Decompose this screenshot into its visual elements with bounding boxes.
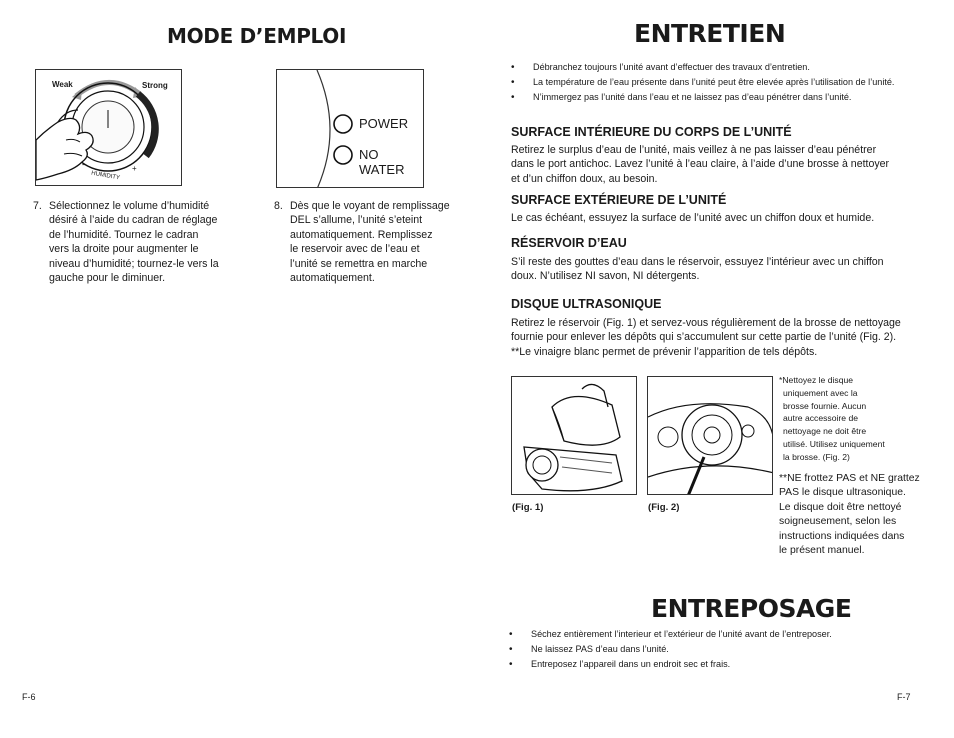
maintenance-bullet: • La température de l’eau présente dans l’unité peut être elevée après l’utilisation de l’unité. bbox=[511, 75, 941, 90]
note-line: **NE frottez PAS et NE grattez bbox=[779, 473, 920, 484]
entreposage-title: ENTREPOSAGE bbox=[651, 594, 852, 623]
step-8-line: Dès que le voyant de remplissage bbox=[290, 200, 450, 212]
step-8-line: l’unité se remettra en marche bbox=[290, 257, 428, 270]
step-7-line: niveau d’humidité; tournez-le vers la bbox=[49, 257, 219, 270]
figure-2-caption: (Fig. 2) bbox=[648, 502, 680, 513]
section-text-reservoir bbox=[511, 255, 931, 284]
figure-1-caption: (Fig. 1) bbox=[512, 502, 544, 513]
indicator-panel-figure bbox=[276, 69, 424, 188]
step-7-number: 7. bbox=[33, 200, 42, 212]
section-heading-ultrasonic: DISQUE ULTRASONIQUE bbox=[511, 297, 662, 311]
step-8-text bbox=[290, 199, 450, 285]
note-line: brosse fournie. Aucun bbox=[783, 400, 867, 411]
section-line: doux. N’utilisez NI savon, NI détergents. bbox=[511, 270, 700, 283]
section-line: **Le vinaigre blanc permet de prévenir l’apparition de tels dépôts. bbox=[511, 345, 818, 358]
section-text-interior bbox=[511, 143, 931, 186]
humidity-dial-figure bbox=[35, 69, 182, 186]
section-line: et d’un chiffon doux, au besoin. bbox=[511, 172, 658, 185]
note-line: nettoyage ne doit être bbox=[783, 426, 867, 437]
storage-bullets bbox=[509, 627, 929, 672]
note-line: le présent manuel. bbox=[779, 545, 865, 557]
step-8-number: 8. bbox=[274, 200, 283, 212]
step-8-line: automatiquement. Remplissez bbox=[290, 228, 433, 241]
note-line: autre accessoire de bbox=[783, 413, 858, 424]
step-7-line: désiré à l’aide du cadran de réglage bbox=[49, 214, 218, 227]
step-7-line: gauche pour le diminuer. bbox=[49, 272, 166, 285]
note-line: Le disque doit être nettoyé bbox=[779, 501, 902, 513]
step-7-line: vers la droite pour augmenter le bbox=[49, 243, 199, 256]
step-8-line: DEL s’allume, l’unité s’eteint bbox=[290, 214, 423, 227]
step-7 bbox=[33, 199, 233, 289]
storage-bullet: • Entreposez l’appareil dans un endroit sec et frais. bbox=[509, 657, 929, 672]
maintenance-bullet: • N’immergez pas l’unité dans l’eau et ne laissez pas d’eau pénétrer dans l’unité. bbox=[511, 90, 941, 105]
step-7-line: de l’humidité. Tournez le cadran bbox=[49, 228, 199, 241]
section-line: Le cas échéant, essuyez la surface de l’unité avec un chiffon doux et humide. bbox=[511, 212, 875, 224]
note-line: instructions indiquées dans bbox=[779, 530, 905, 542]
step-7-text bbox=[49, 199, 219, 285]
section-line: Retirez le surplus d’eau de l’unité, mais veillez à ne pas laisser d’eau pénétrer bbox=[511, 144, 877, 156]
page-number-left: F-6 bbox=[22, 692, 36, 702]
weak-label: Weak bbox=[52, 80, 73, 89]
storage-bullet: • Séchez entièrement l’interieur et l’extérieur de l’unité avant de l’entreposer. bbox=[509, 627, 929, 642]
note-line: uniquement avec la bbox=[783, 387, 858, 398]
figure-2 bbox=[647, 376, 773, 495]
storage-bullet: • Ne laissez PAS d’eau dans l’unité. bbox=[509, 642, 929, 657]
no-water-led-icon bbox=[334, 146, 352, 164]
step-8-line: automatiquement. bbox=[290, 272, 375, 285]
section-heading-reservoir: RÉSERVOIR D’EAU bbox=[511, 236, 627, 250]
no-water-label: NO WATER bbox=[359, 147, 405, 177]
figure-1 bbox=[511, 376, 637, 495]
step-8 bbox=[274, 199, 464, 289]
minus-sign: – bbox=[82, 160, 87, 169]
section-line: dans le port antichoc. Lavez l’unité à l’eau claire, à l’aide d’une brosse à nettoyer bbox=[511, 158, 890, 171]
strong-label: Strong bbox=[142, 81, 168, 90]
page-number-right: F-7 bbox=[897, 692, 911, 702]
maintenance-bullets bbox=[511, 60, 941, 105]
section-line: S’il reste des gouttes d’eau dans le réservoir, essuyez l’intérieur avec un chiffon bbox=[511, 256, 884, 268]
humidity-label: HUMIDITY bbox=[90, 170, 121, 182]
section-heading-exterior: SURFACE EXTÉRIEURE DE L’UNITÉ bbox=[511, 193, 727, 207]
section-heading-interior: SURFACE INTÉRIEURE DU CORPS DE L’UNITÉ bbox=[511, 125, 792, 139]
note-no-scrub bbox=[779, 472, 944, 558]
power-led-icon bbox=[334, 115, 352, 133]
power-label: POWER bbox=[359, 116, 409, 131]
note-line: PAS le disque ultrasonique. bbox=[779, 487, 906, 499]
note-line: soigneusement, selon les bbox=[779, 516, 897, 528]
step-8-line: le reservoir avec de l’eau et bbox=[290, 243, 420, 256]
section-text-exterior bbox=[511, 211, 931, 225]
note-brush-only bbox=[779, 374, 939, 464]
step-7-line: Sélectionnez le volume d’humidité bbox=[49, 200, 210, 212]
section-line: Retirez le réservoir (Fig. 1) et servez-vous régulièrement de la brosse de nettoyage bbox=[511, 317, 901, 329]
note-line: utilisé. Utilisez uniquement bbox=[783, 438, 885, 449]
section-text-ultrasonic bbox=[511, 316, 931, 359]
mode-emploi-title: MODE D’EMPLOI bbox=[167, 24, 347, 48]
entretien-title: ENTRETIEN bbox=[634, 19, 786, 48]
maintenance-bullet: • Débranchez toujours l’unité avant d’effectuer des travaux d’entretien. bbox=[511, 60, 941, 75]
plus-sign: + bbox=[132, 164, 137, 173]
note-line: *Nettoyez le disque bbox=[779, 375, 854, 385]
section-line: fournie pour enlever les dépôts qui s’accumulent sur cette partie de l’unité (Fig. 2). bbox=[511, 331, 897, 344]
note-line: la brosse. (Fig. 2) bbox=[783, 451, 850, 462]
